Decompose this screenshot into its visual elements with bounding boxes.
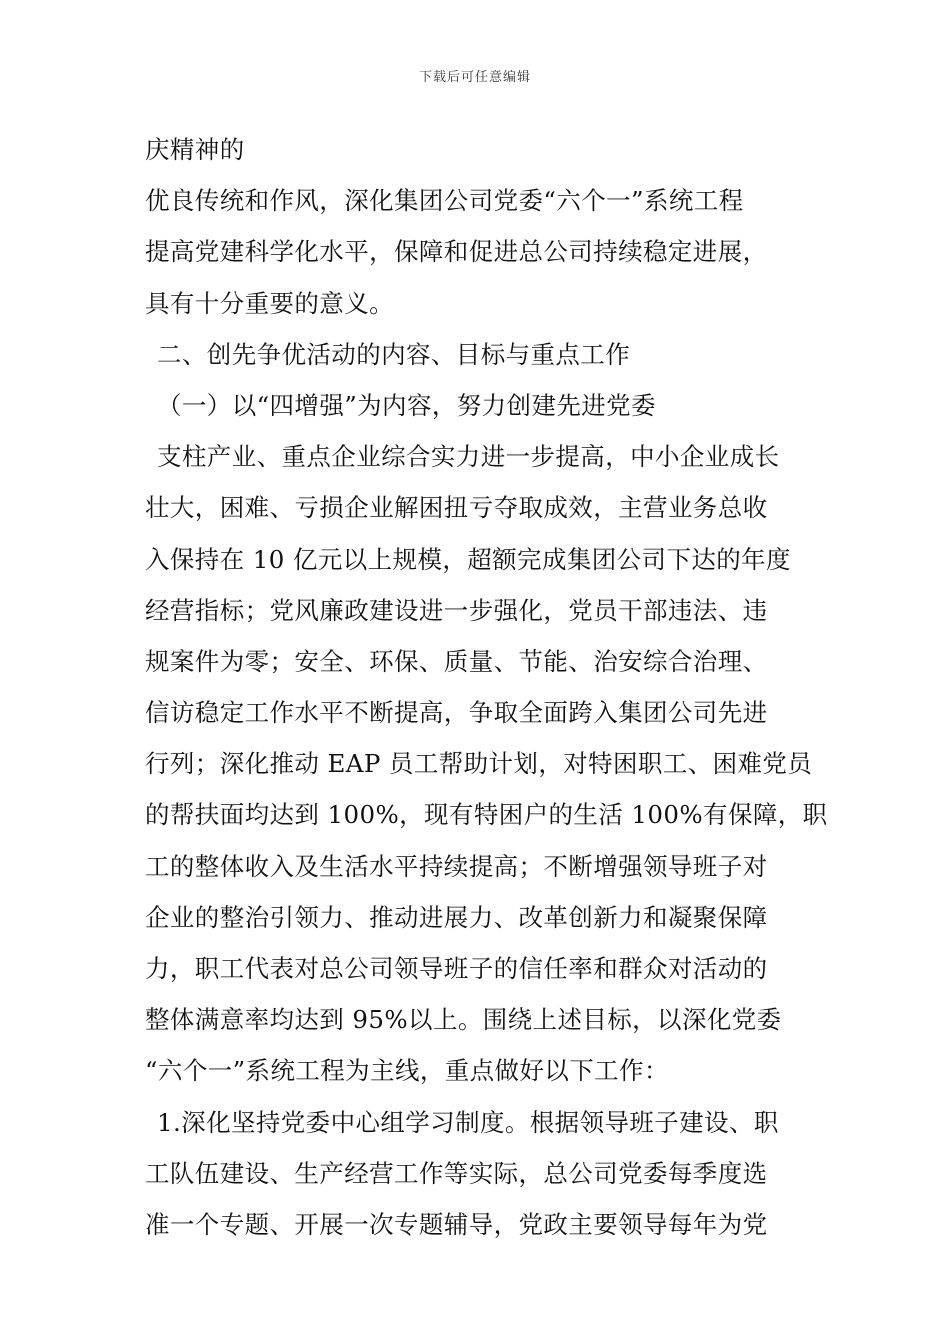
body-line: 的帮扶面均达到 100%，现有特困户的生活 100%有保障，职 [145, 800, 828, 830]
body-line: 提高党建科学化水平，保障和促进总公司持续稳定进展， [145, 237, 768, 267]
body-line: 工的整体收入及生活水平持续提高；不断增强领导班子对 [145, 851, 768, 881]
body-line: 准一个专题、开展一次专题辅导，党政主要领导每年为党 [145, 1209, 768, 1239]
body-line: “六个一”系统工程为主线，重点做好以下工作： [145, 1056, 669, 1086]
body-line: 具有十分重要的意义。 [145, 288, 394, 318]
body-line: 入保持在 10 亿元以上规模，超额完成集团公司下达的年度 [145, 544, 791, 574]
header-note: 下载后可任意编辑 [418, 70, 531, 85]
body-line: 优良传统和作风，深化集团公司党委“六个一”系统工程 [145, 186, 744, 216]
body-line: 行列；深化推动 EAP 员工帮助计划，对特困职工、困难党员 [145, 749, 813, 779]
subsection-heading: （一）以“四增强”为内容，努力创建先进党委 [157, 390, 656, 420]
document-body [145, 124, 828, 1250]
body-line: 经营指标；党风廉政建设进一步强化，党员干部违法、违 [145, 595, 768, 625]
body-line: 壮大，困难、亏损企业解困扭亏夺取成效，主营业务总收 [145, 493, 768, 523]
section-heading: 二、创先争优活动的内容、目标与重点工作 [157, 339, 631, 369]
body-line: 庆精神的 [145, 135, 245, 164]
body-line: 信访稳定工作水平不断提高，争取全面跨入集团公司先进 [145, 698, 768, 728]
numbered-item: 1.深化坚持党委中心组学习制度。根据领导班子建设、职 [157, 1107, 779, 1137]
body-line: 企业的整治引领力、推动进展力、改革创新力和凝聚保障 [145, 902, 768, 932]
body-line: 支柱产业、重点企业综合实力进一步提高，中小企业成长 [157, 442, 780, 472]
body-line: 力，职工代表对总公司领导班子的信任率和群众对活动的 [145, 954, 768, 983]
body-line: 规案件为零；安全、环保、质量、节能、治安综合治理、 [145, 646, 768, 676]
body-line: 工队伍建设、生产经营工作等实际，总公司党委每季度选 [145, 1158, 768, 1188]
body-line: 整体满意率均达到 95%以上。围绕上述目标，以深化党委 [145, 1005, 782, 1035]
